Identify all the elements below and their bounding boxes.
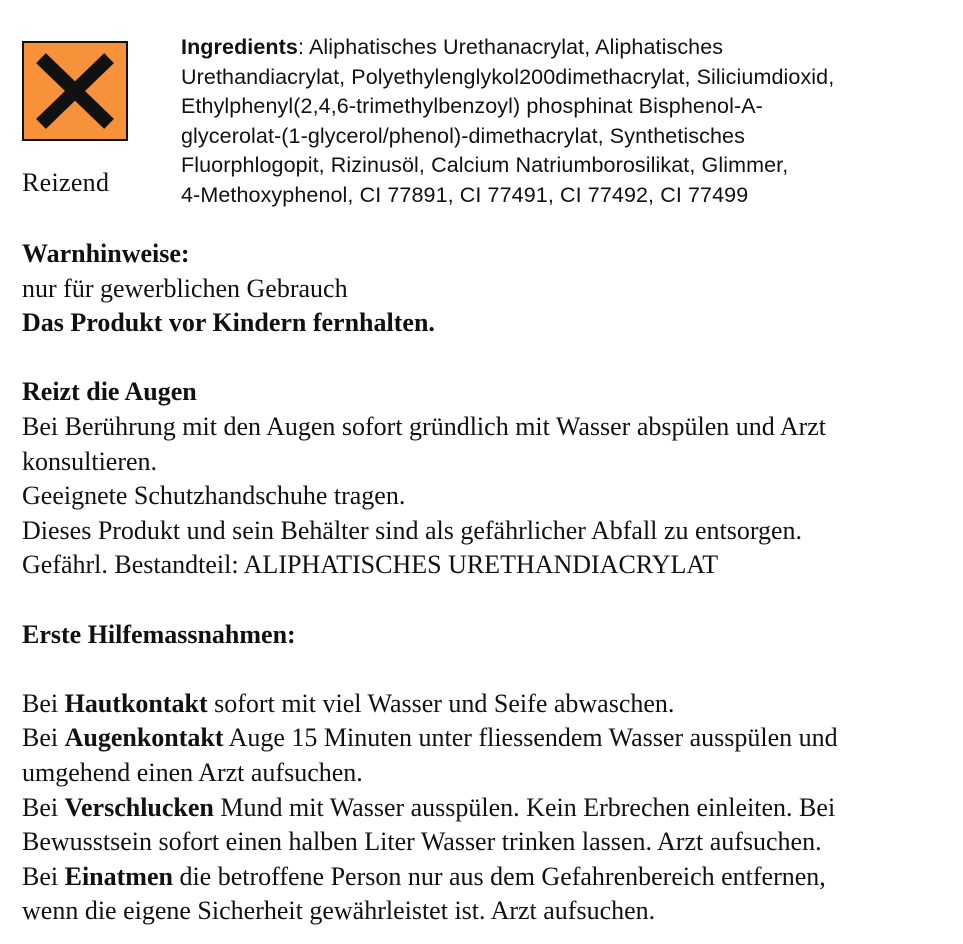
ingredients-heading: Ingredients xyxy=(181,35,298,59)
first-aid-keyword: Hautkontakt xyxy=(64,688,208,718)
first-aid-keyword: Verschlucken xyxy=(64,792,214,822)
keep-away-note: Das Produkt vor Kindern fernhalten. xyxy=(22,308,435,338)
first-aid-text: Auge 15 Minuten unter fliessendem Wasser ausspülen und xyxy=(223,723,838,753)
hazard-block xyxy=(22,41,132,197)
first-aid-prefix: Bei xyxy=(22,861,65,891)
first-aid-swallow-continuation: Bewusstsein sofort einen halben Liter Wasser trinken lassen. Arzt aufsuchen. xyxy=(22,827,822,857)
first-aid-eye xyxy=(22,721,952,756)
eye-irritation-line: Geeignete Schutzhandschuhe tragen. xyxy=(22,481,406,511)
eye-irritation-line: Gefährl. Bestandteil: ALIPHATISCHES URETHANDIACRYLAT xyxy=(22,550,719,580)
spacer xyxy=(22,583,952,618)
ingredients-text: : Aliphatisches Urethanacrylat, Aliphatisches xyxy=(297,35,724,59)
first-aid-heading: Erste Hilfemassnahmen: xyxy=(22,619,296,649)
eye-irritation-line: konsultieren. xyxy=(22,446,158,476)
eye-irritation-line: Dieses Produkt und sein Behälter sind als gefährlicher Abfall zu entsorgen. xyxy=(22,515,803,545)
ingredients-line: Ethylphenyl(2,4,6-trimethylbenzoyl) phosphinat Bisphenol-A- xyxy=(181,94,763,118)
first-aid-keyword: Einatmen xyxy=(64,861,173,891)
warnings-heading: Warnhinweise: xyxy=(22,239,190,268)
professional-use-note: nur für gewerblichen Gebrauch xyxy=(22,273,348,303)
hazard-label: Reizend xyxy=(22,168,110,197)
first-aid-inhale xyxy=(22,860,952,895)
first-aid-text: Mund mit Wasser ausspülen. Kein Erbrechen einleiten. Bei xyxy=(213,792,836,822)
first-aid-text: die betroffene Person nur aus dem Gefahrenbereich entfernen, xyxy=(172,861,826,891)
ingredients-line: Urethandiacrylat, Polyethylenglykol200dimethacrylat, Siliciumdioxid, xyxy=(181,64,835,89)
eye-irritation-heading: Reizt die Augen xyxy=(22,377,197,407)
ingredients-block xyxy=(181,33,951,210)
first-aid-text: sofort mit viel Wasser und Seife abwaschen. xyxy=(207,688,675,718)
ingredients-line: glycerolat-(1-glycerol/phenol)-dimethacrylat, Synthetisches xyxy=(181,123,745,148)
first-aid-prefix: Bei xyxy=(22,723,65,753)
ingredients-line: 4-Methoxyphenol, CI 77891, CI 77491, CI 77492, CI 77499 xyxy=(181,182,749,207)
spacer xyxy=(22,652,952,687)
first-aid-eye-continuation: umgehend einen Arzt aufsuchen. xyxy=(22,757,363,787)
first-aid-inhale-continuation: wenn die eigene Sicherheit gewährleistet ist. Arzt aufsuchen. xyxy=(22,896,656,926)
first-aid-prefix: Bei xyxy=(22,792,65,822)
first-aid-skin xyxy=(22,687,952,722)
eye-irritation-line: Bei Berührung mit den Augen sofort gründlich mit Wasser abspülen und Arzt xyxy=(22,411,827,441)
irritant-x-icon xyxy=(22,41,128,141)
first-aid-prefix: Bei xyxy=(22,688,65,718)
first-aid-swallow xyxy=(22,791,952,826)
ingredients-line xyxy=(181,33,951,63)
first-aid-keyword: Augenkontakt xyxy=(64,723,224,753)
safety-text xyxy=(22,237,952,929)
spacer xyxy=(22,341,952,376)
ingredients-line: Fluorphlogopit, Rizinusöl, Calcium Natriumborosilikat, Glimmer, xyxy=(181,153,789,177)
